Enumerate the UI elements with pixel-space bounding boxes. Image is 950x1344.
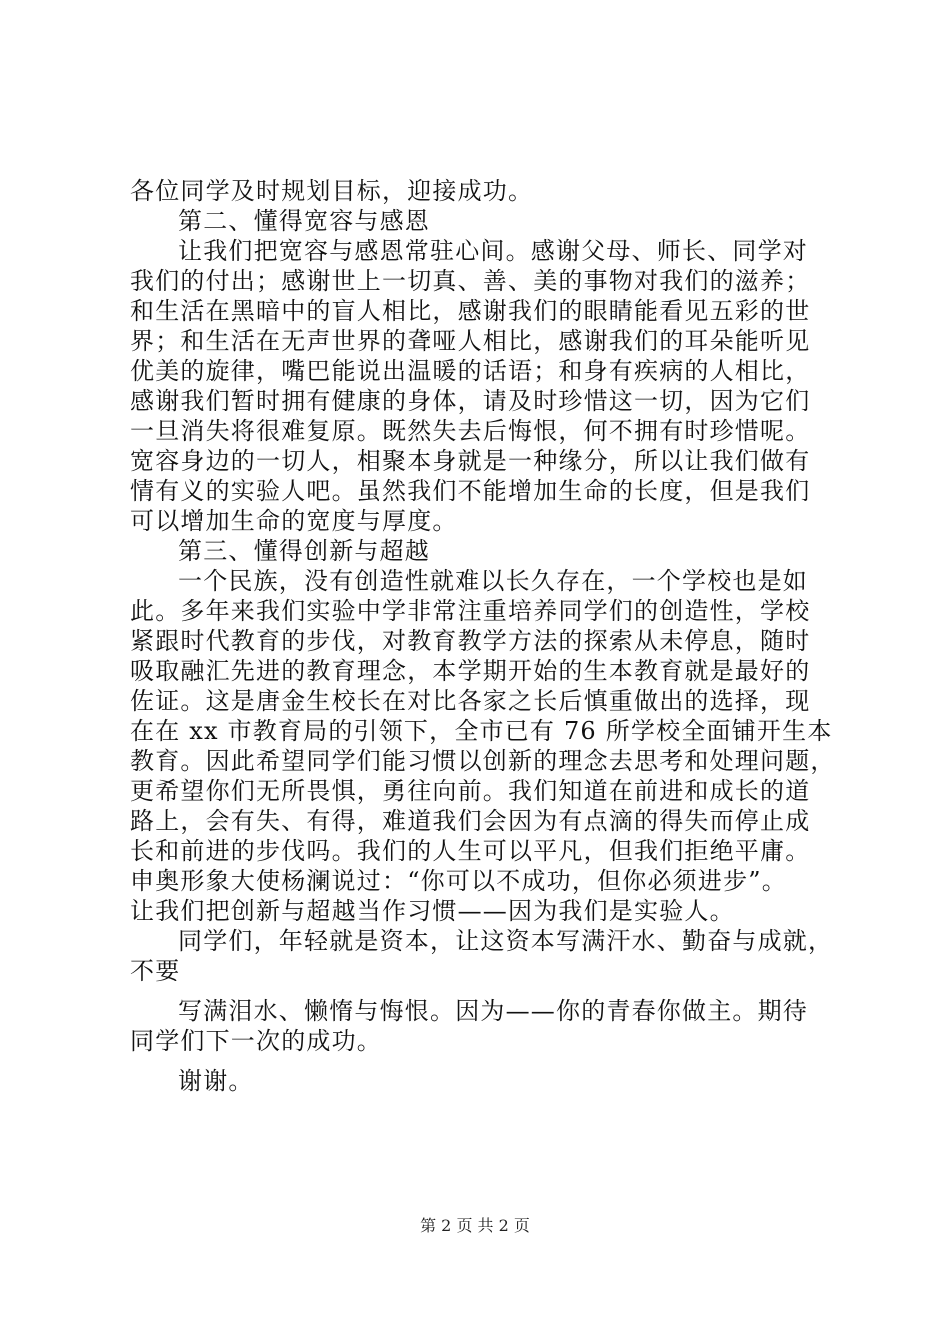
paragraph-line: 一旦消失将很难复原。既然失去后悔恨，何不拥有时珍惜呢。: [130, 417, 811, 445]
paragraph-line: 感谢我们暂时拥有健康的身体，请及时珍惜这一切，因为它们: [130, 387, 811, 415]
paragraph-line: 此。多年来我们实验中学非常注重培养同学们的创造性，学校: [130, 597, 811, 625]
paragraph-line: 优美的旋律，嘴巴能说出温暖的话语；和身有疾病的人相比，: [130, 357, 811, 385]
page-footer: 第 2 页 共 2 页: [420, 1216, 530, 1235]
paragraph-line: 我们的付出；感谢世上一切真、善、美的事物对我们的滋养；: [130, 267, 811, 295]
paragraph-line: 佐证。这是唐金生校长在对比各家之长后慎重做出的选择，现: [130, 687, 811, 715]
section-heading: 第三、懂得创新与超越: [178, 537, 430, 565]
paragraph-line: 不要: [130, 957, 181, 985]
paragraph-line: 界；和生活在无声世界的聋哑人相比，感谢我们的耳朵能听见: [130, 327, 811, 355]
paragraph-line: 在在 xx 市教育局的引领下，全市已有 76 所学校全面铺开生本: [130, 717, 833, 745]
paragraph-line: 更希望你们无所畏惧，勇往向前。我们知道在前进和成长的道: [130, 777, 811, 805]
section-heading: 第二、懂得宽容与感恩: [178, 207, 430, 235]
paragraph-line: 宽容身边的一切人，相聚本身就是一种缘分，所以让我们做有: [130, 447, 811, 475]
paragraph-line: 让我们把宽容与感恩常驻心间。感谢父母、师长、同学对: [178, 237, 808, 265]
paragraph-line: 一个民族，没有创造性就难以长久存在，一个学校也是如: [178, 567, 808, 595]
paragraph-line: 同学们下一次的成功。: [130, 1027, 382, 1055]
paragraph-line: 长和前进的步伐吗。我们的人生可以平凡，但我们拒绝平庸。: [130, 837, 811, 865]
paragraph-line: 路上，会有失、有得，难道我们会因为有点滴的得失而停止成: [130, 807, 811, 835]
paragraph-line: 情有义的实验人吧。虽然我们不能增加生命的长度，但是我们: [130, 477, 811, 505]
paragraph-line: 教育。因此希望同学们能习惯以创新的理念去思考和处理问题，: [130, 747, 836, 775]
paragraph-line: 写满泪水、懒惰与悔恨。因为——你的青春你做主。期待: [178, 997, 808, 1025]
paragraph-line: 各位同学及时规划目标，迎接成功。: [130, 177, 534, 205]
paragraph-line: 吸取融汇先进的教育理念，本学期开始的生本教育就是最好的: [130, 657, 811, 685]
paragraph-line: 同学们，年轻就是资本，让这资本写满汗水、勤奋与成就，: [178, 927, 834, 955]
paragraph-line: 紧跟时代教育的步伐，对教育教学方法的探索从未停息，随时: [130, 627, 811, 655]
paragraph-line: 可以增加生命的宽度与厚度。: [130, 507, 458, 535]
paragraph-line: 申奥形象大使杨澜说过：“你可以不成功，但你必须进步”。: [130, 867, 787, 895]
closing-line: 谢谢。: [178, 1067, 254, 1095]
paragraph-line: 和生活在黑暗中的盲人相比，感谢我们的眼睛能看见五彩的世: [130, 297, 811, 325]
paragraph-line: 让我们把创新与超越当作习惯——因为我们是实验人。: [130, 897, 735, 925]
